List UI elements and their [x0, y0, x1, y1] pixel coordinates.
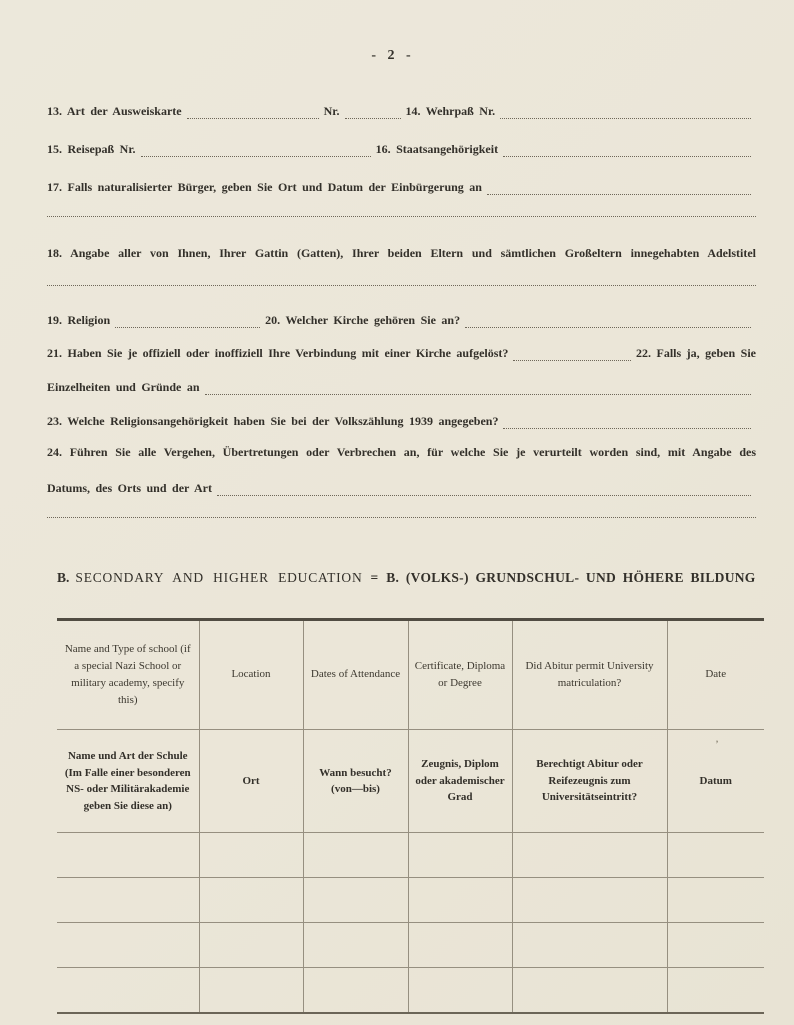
- empty-cell: [57, 968, 199, 1014]
- question-13-nr-label: Nr.: [323, 104, 340, 118]
- col-header-abitur-de: Berechtigt Abitur oder Reifezeugnis zum Universitätseintritt?: [512, 730, 667, 833]
- page-number: - 2 -: [371, 48, 413, 63]
- fill-line: [500, 104, 751, 119]
- section-b-title-english: SECONDARY AND HIGHER EDUCATION: [75, 570, 363, 585]
- empty-cell: [512, 833, 667, 878]
- fill-line: [115, 313, 260, 328]
- empty-cell: [303, 923, 408, 968]
- table-row: [57, 833, 764, 878]
- empty-cell: [408, 968, 512, 1014]
- education-table: [57, 618, 764, 1014]
- col-header-location-en: Location: [199, 620, 303, 730]
- fill-line: [205, 380, 751, 395]
- question-row-13-14: [47, 102, 756, 119]
- section-b-heading: [57, 570, 764, 588]
- col-header-dates-en: Dates of Attendance: [303, 620, 408, 730]
- table-row: [57, 878, 764, 923]
- empty-cell: [199, 923, 303, 968]
- fill-line: [141, 142, 371, 157]
- empty-cell: [303, 878, 408, 923]
- empty-cell: [667, 833, 764, 878]
- empty-cell: [199, 878, 303, 923]
- col-header-abitur-en: Did Abitur permit University matriculation?: [512, 620, 667, 730]
- empty-cell: [199, 968, 303, 1014]
- question-row-15-16: [47, 140, 756, 157]
- empty-cell: [512, 968, 667, 1014]
- empty-cell: [57, 878, 199, 923]
- empty-cell: [408, 878, 512, 923]
- empty-cell: [667, 968, 764, 1014]
- question-row-24: [47, 445, 756, 462]
- table-row: [57, 968, 764, 1014]
- question-13-label: 13. Art der Ausweiskarte: [47, 104, 182, 118]
- col-header-dates-de: Wann besucht? (von—bis): [303, 730, 408, 833]
- question-row-21-22: [47, 344, 756, 361]
- table-row: [57, 923, 764, 968]
- empty-cell: [667, 878, 764, 923]
- empty-cell: [57, 923, 199, 968]
- empty-cell: [199, 833, 303, 878]
- section-b-prefix: B.: [57, 570, 70, 585]
- fill-line: [47, 211, 756, 217]
- question-21-label: 21. Haben Sie je offiziell oder inoffiziell Ihre Verbindung mit einer Kirche aufgelöst?: [47, 346, 509, 360]
- fill-line: [465, 313, 751, 328]
- question-22-continuation-label: Einzelheiten und Gründe an: [47, 380, 200, 394]
- col-header-school-name-de: Name und Art der Schule (Im Falle einer besonderen NS- oder Militärakademie geben Sie diese an): [57, 730, 199, 833]
- question-row-18: [47, 246, 756, 263]
- question-row-19-20: [47, 311, 756, 328]
- empty-cell: [303, 833, 408, 878]
- empty-cell: [512, 878, 667, 923]
- fill-line: [47, 512, 756, 518]
- empty-cell: [667, 923, 764, 968]
- fill-line: [503, 414, 751, 429]
- empty-cell: [408, 923, 512, 968]
- fill-line: [187, 104, 319, 119]
- question-22-label: 22. Falls ja, geben Sie: [636, 346, 756, 360]
- question-16-label: 16. Staatsangehörigkeit: [375, 142, 499, 156]
- question-14-label: 14. Wehrpaß Nr.: [405, 104, 496, 118]
- fill-line: [513, 346, 631, 361]
- fill-line: [487, 180, 751, 195]
- fill-line: [217, 481, 751, 496]
- question-row-23: [47, 412, 756, 429]
- empty-cell: [408, 833, 512, 878]
- question-18-label: 18. Angabe aller von Ihnen, Ihrer Gattin (Gatten), Ihrer beiden Eltern und sämtlichen Großeltern innegehabten Adelstitel: [47, 246, 756, 260]
- col-header-certificate-de: Zeugnis, Diplom oder akademischer Grad: [408, 730, 512, 833]
- question-row-24-continuation: [47, 479, 756, 496]
- table-header-row-german: [57, 730, 764, 833]
- question-24-label: 24. Führen Sie alle Vergehen, Übertretungen oder Verbrechen an, für welche Sie je verurteilt worden sind, mit Angabe des: [47, 445, 756, 459]
- fill-line: [503, 142, 751, 157]
- question-19-label: 19. Religion: [47, 313, 111, 327]
- section-b-equals-sign: =: [370, 570, 379, 585]
- col-header-school-name-en: Name and Type of school (if a special Nazi School or military academy, specify this): [57, 620, 199, 730]
- question-row-17: [47, 178, 756, 195]
- table-header-row-english: [57, 620, 764, 730]
- fill-line: [345, 104, 401, 119]
- question-24-continuation-label: Datums, des Orts und der Art: [47, 481, 212, 495]
- empty-cell: [512, 923, 667, 968]
- empty-cell: [57, 833, 199, 878]
- question-row-22-continuation: [47, 378, 756, 395]
- fill-line: [47, 280, 756, 286]
- empty-cell: [303, 968, 408, 1014]
- question-17-label: 17. Falls naturalisierter Bürger, geben Sie Ort und Datum der Einbürgerung an: [47, 180, 482, 194]
- question-15-label: 15. Reisepaß Nr.: [47, 142, 136, 156]
- col-header-certificate-en: Certificate, Diploma or Degree: [408, 620, 512, 730]
- col-header-date-de: ʼ Datum: [667, 730, 764, 833]
- col-header-date-en: Date: [667, 620, 764, 730]
- section-b-title-german: B. (VOLKS-) GRUNDSCHUL- UND HÖHERE BILDUNG: [386, 570, 756, 585]
- question-23-label: 23. Welche Religionsangehörigkeit haben Sie bei der Volkszählung 1939 angegeben?: [47, 414, 499, 428]
- col-header-location-de: Ort: [199, 730, 303, 833]
- question-20-label: 20. Welcher Kirche gehören Sie an?: [265, 313, 461, 327]
